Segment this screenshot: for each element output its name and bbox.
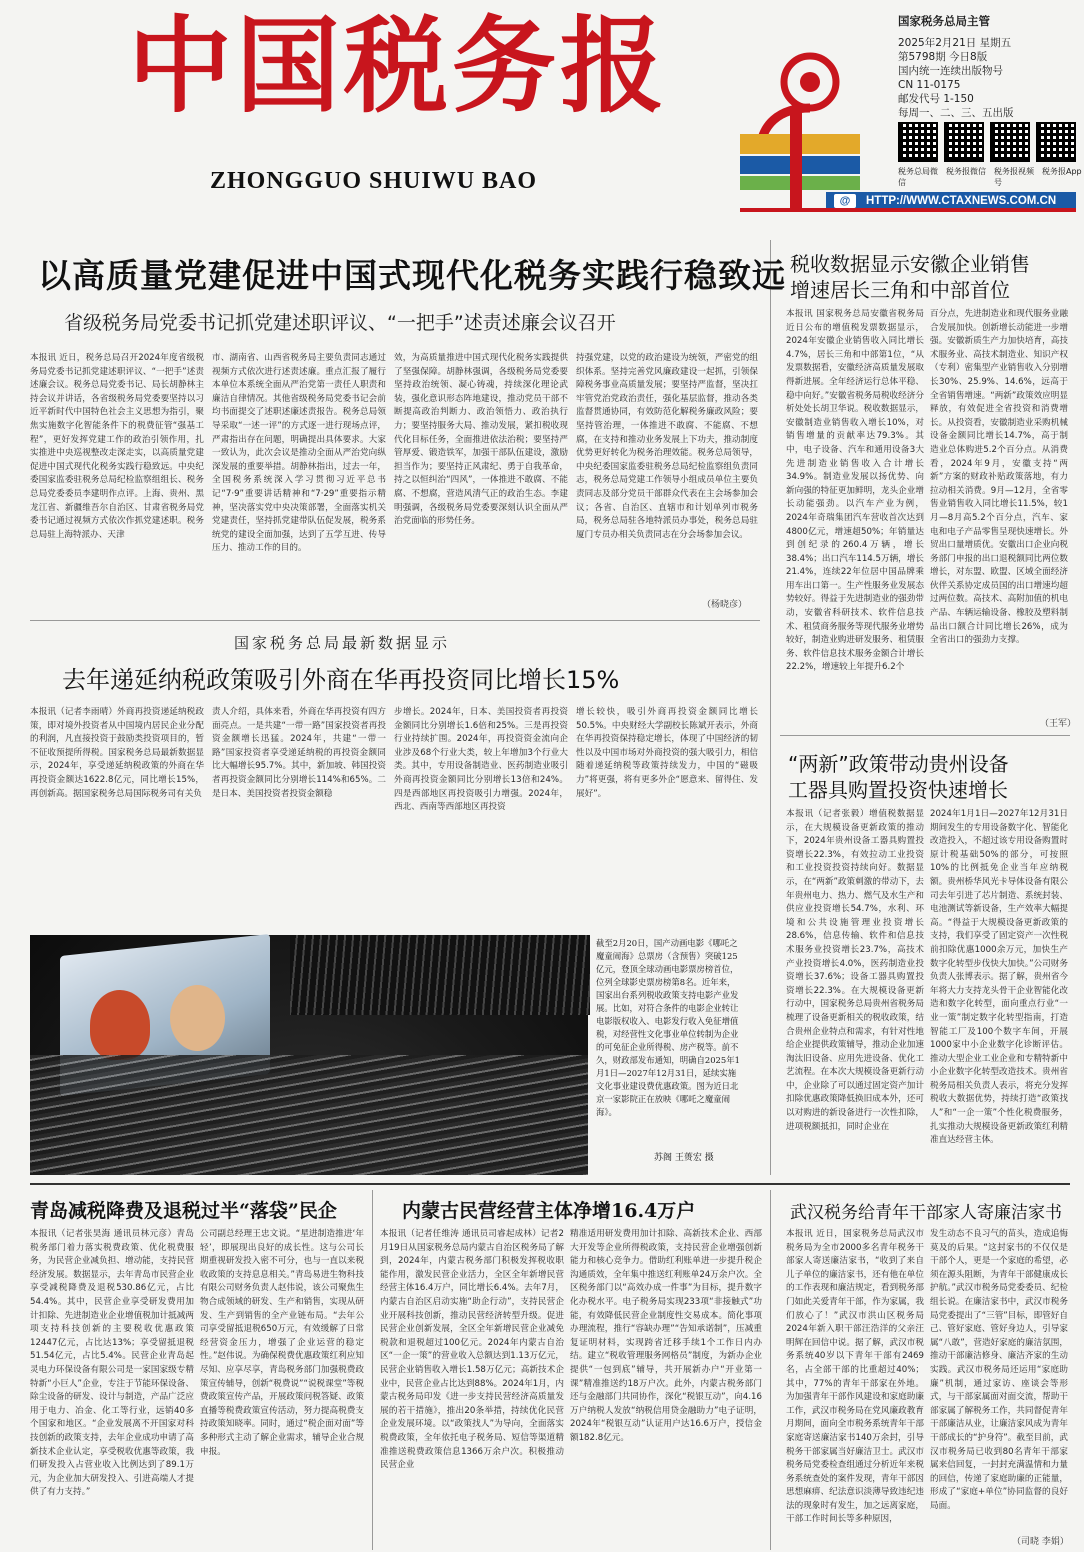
qr-code-icon[interactable] [944, 122, 984, 162]
foreign-kicker: 国家税务总局最新数据显示 [234, 634, 451, 652]
qingdao-column-1: 本报讯（记者张昊海 通讯员林元彦）青岛税务部门着力落实税费政策、优化税费服务，为民营企业减负担、增动能，支持民营经济发展。数据显示，去年青岛市民营企业享受减税降费及退税530.86亿元，占比54.4%。其中，民营企业享受研发费用加计扣除、先进制造业企业增值税加计抵减两项支持科技创新的主要税收优惠政策12447亿元，占比达13%；享受留抵退税51.54亿元，占比5.4%。民营企业青岛起灵电力环保设备有限公司是一家国家级专精特新“小巨人”企业，专注于节能环保设备、除尘设备的研发、设计与制造，产品广泛应用于电力、冶金、化工等行业，远销40多个国家和地区。“企业发展离不开国家对科技创新的政策支持，去年企业成功申请了高新技术企业认定，享受税收优惠等政策，我们研发投入占营业收入比例达到了89.1万元，为企业加大研发投入、引进高端人才提供了有力支持。” [30, 1229, 194, 1498]
lead-column-1: 本报讯 近日，税务总局召开2024年度省级税务局党委书记抓党建述职评议、“一把手”述责述廉会议。税务总局党委书记、局长胡静林主持会议并讲话，各省级税务局党委要坚持以习近平新时代中国特色社会主义思想为指引，聚焦实施数字化智能条件下的税费征管“强基工程”，更好发挥党建工作的政治引领作用，扎实推进中央巡视整改走深走实，以高质量党建促进中国式现代化税务实践行稳致远。中央纪委国家监委驻税务总局纪检监察组组长、税务总局党委委员李建明作点评。上海、贵州、黑龙江省、新疆维吾尔自治区、甘肃省税务局党委书记通过视频方式依次作抓党建述职。税务总局驻上海特派办、天津 [30, 353, 204, 540]
qr-codes [898, 122, 1076, 162]
issue-info [898, 14, 1068, 120]
cn-label: 国内统一连续出版物号 [898, 65, 1003, 77]
photo-credit: 苏阁 王蒉宏 摄 [654, 1153, 714, 1163]
at-icon: @ [834, 194, 856, 208]
qr-label: 税务报App [1042, 167, 1082, 176]
anhui-column-1: 本报讯 国家税务总局安徽省税务局近日公布的增值税发票数据显示，2024年安徽企业销售收入同比增长4.7%，居长三角和中部第1位，“从发票数据看，安徽经济高质量发展取得新进展。全年经济运行总体平稳、稳中向好。”安徽省税务局税收经济分析处处长胡卫华说。税收数据显示，安徽制造业销售收入增长10%，对销售增量的贡献率达79.3%。其中，电子设备、汽车和通用设备3大先进制造业销售收入合计增长34.9%。制造业发展以扬优势、向新向强的特征更加鲜明，龙头企业增长动能强劲。以汽车产业为例，2024年奇瑞集团汽车营收首次达到4800亿元，增速超50%；年销量达到创纪录的260.4万辆，增长38.4%；出口汽车114.5万辆，增长21.4%，连续22年位居中国品牌乘用车出口第一。生产性服务业发展态势较好。得益于先进制造业的强劲带动，安徽省科研技术、软件信息技术、租赁商务服务等现代服务业增势较好，制造业购进研发服务、租赁服务、软件信息技术服务金额合计增长22.2%，增速较上年提升6.2个 [786, 309, 924, 673]
wuhan-headline[interactable]: 武汉税务给青年干部家人寄廉洁家书 [790, 1203, 1062, 1223]
neimeng-headline[interactable]: 内蒙古民营经营主体净增16.4万户 [402, 1200, 696, 1222]
section-divider [30, 1183, 1070, 1185]
foreign-column-4: 增长较快，吸引外商再投资金额同比增长50.5%。中央财经大学副校长陈斌开表示，外商在华再投资保持稳定增长，体现了中国经济的韧性以及中国市场对外商投资的强大吸引力，相信随着递延纳税等政策持续发力，中国的“磁吸力”将更强，将有更多外企“愿意来、留得住、发展好”。 [576, 707, 758, 799]
frequency: 每周一、二、三、五出版 [898, 107, 1014, 119]
anhui-headline-line-1[interactable]: 税收数据显示安徽企业销售 [790, 252, 1030, 276]
audience [30, 1055, 588, 1175]
column-divider [770, 240, 771, 1175]
guizhou-column-1: 本报讯（记者张毅）增值税数据显示，在大规模设备更新政策的推动下，2024年贵州设备工器具购置投资增长22.3%，有效拉动工业投资和工业投资投资持续向好。数据显示，在“两新”政策刺激的带动下，去年贵州电力、热力、燃气及水生产和供应业投资增长54.7%，水利、环境和公共设施管理业投资增长28.6%，信息传输、软件和信息技术服务业投资增长23.7%，高技术产业投资增长4.0%，医药制造业投资增长37.6%；设备工器具购置投资增长22.3%。在大规模设备更新行动中，国家税务总局贵州省税务局梳理了设备更新相关的税收政策，结合贵州企业特点和需求，有针对性地给企业提供政策辅导，推动企业加速淘汰旧设备、应用先进设备、优化工艺流程。在本次大规模设备更新行动中，企业除了可以通过固定资产加计扣除优惠政策降低换旧成本外，还可以对购进的新设备进行一次性扣除，进项税额抵扣，同时企业在 [786, 809, 924, 1132]
qr-code-icon[interactable] [1036, 122, 1076, 162]
cinema-photo [30, 935, 588, 1175]
wuhan-byline: （司晓 李娟） [1012, 1537, 1069, 1547]
anhui-headline-line-2[interactable]: 增速居长三角和中部首位 [790, 278, 1010, 302]
qingdao-column-2: 公司副总经理王忠文说。“星进制造推进‘年轻’，即展现出良好的成长性。这与公司长期重视研发投入密不可分，也与一直以来税收政策的支持息息相关。”青岛易进生物科技有限公司财务负责人赵伟说，该公司聚焦生物合成领域的研发、生产和销售，实现从研发、生产到销售的全产业链布局。“去年公司享受留抵退税650万元，有效缓解了日常经营资金压力，增强了企业运营的稳定性。”赵伟说。为确保税费优惠政策红利应知尽知、应享尽享，青岛税务部门加强税费政策宣传辅导，创新“税费说”“说税课堂”等税费政策宣传产品，开展政策问税答疑、政策直播等税费政策宣传活动，努力提高税费支持政策知晓率。同时，通过“税企面对面”等多种形式主动了解企业需求，辅导企业合规申报。 [200, 1229, 364, 1457]
foreign-headline[interactable]: 去年递延纳税政策吸引外商在华再投资同比增长15% [62, 666, 620, 694]
lead-column-3: 效，为高质量推进中国式现代化税务实践提供了坚强保障。胡静林强调，各级税务局党委要坚持政治统领、凝心铸魂，持续深化理论武装，强化意识形态阵地建设，推动党员干部不断提高政治判断力、政治领悟力、政治执行力；要坚持服务大局、推动发展，紧扣税收现代化目标任务，全面推进依法治税；要坚持严管厚爱、锻造铁军，加强干部队伍建设，激励担当作为；要坚持正风肃纪、勇于自我革命，持之以恒纠治“四风”，一体推进不敢腐、不能腐、不想腐，营造风清气正的政治生态。李建明强调，各级税务局党委要深刻认识全面从严治党面临的形势任务。 [394, 353, 568, 527]
post-code: 邮发代号 1-150 [898, 93, 974, 105]
guizhou-headline-line-1[interactable]: “两新”政策带动贵州设备 [788, 752, 1009, 776]
foreign-column-2: 责人介绍，具体来看，外商在华再投资有四方面亮点。一是共建“一带一路”国家投资者再投资金额增长迅猛。2024年，共建“一带一路”国家投资者享受递延纳税的再投资金额同比大幅增长95.7%。其中，新加坡、韩国投资者再投资金额同比分别增长114%和65%。二是日本、美国投资者投资金额稳 [212, 707, 386, 799]
cn-number: CN 11-0175 [898, 79, 961, 91]
column-divider [372, 1190, 373, 1550]
wuhan-column-2: 发生动态不良习气的苗头，造成追悔莫及的后果。“这封家书的不仅仅是干部个人，更是一个家庭的希望，必须在源头阻断，为青年干部健康成长护航。”武汉市税务局党委委员、纪检组长说。在廉洁家书中，武汉市税务局党委提出了“三管”目标，即管好自己、管好家庭、管好身边人，引导家属“八敢”，营造好家庭的廉洁氛围，推动干部廉洁修身、廉洁齐家的生动实践。武汉市税务局还运用“家庭助廉”机制，通过家访、座谈会等形式，与干部家属面对面交流，帮助干部家属了解税务工作，共同督促青年干部廉洁从业，让廉洁家风成为青年干部成长的“护身符”。截至目前，武汉市税务局已收到80名青年干部家属来信回复，一封封充满温情和力量的回信，传递了家庭助廉的正能量，形成了“家庭+单位”协同监督的良好局面。 [930, 1229, 1068, 1511]
guizhou-headline-line-2[interactable]: 工器具购置投资快速增长 [788, 778, 1008, 802]
qr-label: 税务报视频号 [994, 167, 1034, 187]
theater-ceiling [290, 935, 590, 1015]
lead-byline: （杨晓彦） [702, 600, 748, 610]
sponsor: 国家税务总局主管 [898, 14, 990, 28]
wuhan-column-1: 本报讯 近日，国家税务总局武汉市税务局为全市2000多名青年税务干部家人寄送廉洁家书，“收到了来自儿子单位的廉洁家书，还有他在单位的工作表现和廉洁规定，看到税务部门如此关爱青年干部，作为家属，我们放心了！”武汉市洪山区税务局2024年新入职干部汪浩洋的父亲汪明辉在回信中说。据了解，武汉市税务系统40岁以下青年干部有2469名，占全部干部的比重超过40%；其中，77%的青年干部家在外地。为加强青年干部作风建设和家庭助廉工作，武汉市税务局在党风廉政教育月期间，面向全市税务系统青年干部家庭寄送廉洁家书140万余封，引导税务干部家属当好廉洁卫士。武汉市税务局党委检查组通过分析近年来税务系统查处的案件发现，青年干部因思想麻痹、纪法意识淡薄导致违纪违法的现象时有发生，加之远离家庭，干部工作时间长等多种原因， [786, 1229, 924, 1525]
photo-caption: 截至2月20日，国产动画电影《哪吒之魔童闹海》总票房（含预售）突破125亿元，登顶全球动画电影票房榜首位，位列全球影史票房榜第8名。近年来，国家出台系列税收政策支持电影产业发展。比如，对符合条件的电影企业转让电影版权收入、电影发行收入免征增值税，对经营性文化事业单位转制为企业的可免征企业所得税、房产税等。前不久，财政部发布通知，明确自2025年1月1日—2027年12月31日，延续实施文化事业建设费优惠政策。图为近日北京一家影院正在放映《哪吒之魔童闹海》。 [596, 938, 740, 1117]
qr-code-icon[interactable] [990, 122, 1030, 162]
qingdao-headline[interactable]: 青岛减税降费及退税过半“落袋”民企 [30, 1200, 337, 1222]
column-divider [770, 1190, 771, 1550]
newspaper-emblem-icon [740, 24, 860, 208]
issue-number: 第5798期 今日8版 [898, 51, 988, 63]
masthead-stripe [740, 208, 1076, 212]
newspaper-title: 中国税务报 [128, 4, 669, 127]
anhui-byline: （王军） [1040, 719, 1077, 729]
guizhou-column-2: 2024年1月1日—2027年12月31日期间发生的专用设备数字化、智能化改造投入，不超过该专用设备购置时原计税基础50%的部分，可按照10%的比例抵免企业当年应纳税额。贵州桥华风光卡导体设备有限公司去年引进了芯片制造、系统封装、电池测试等新设备，生产效率大幅提高。“得益于大规模设备更新政策的支持，我们享受了固定资产一次性税前扣除优惠1000余万元，加快生产数字化转型步伐快大加快。”公司财务负责人张博表示。据了解，贵州省今年将大力支持龙头骨干企业智能化改造和数字化转型，面向重点行业“一业一策”制定数字化转型指南，打造智能工厂及100个数字车间，开展1000家中小企业数字化诊断评估。推动大型企业工业企业和专精特新中小企业数字化转型改造技术。贵州省税务局相关负责人表示，将充分发挥税收大数据优势，持续打造“政策找人”和“一企一策”个性化税费服务，扎实推动大规模设备更新政策红利精准直达经营主体。 [930, 809, 1068, 1146]
neimeng-column-1: 本报讯（记者任维涛 通讯员司睿起成林）记者2月19日从国家税务总局内蒙古自治区税务局了解到，2024年，内蒙古税务部门积极发挥税收职能作用，激发民营企业活力，全区全年新增民营经营主体16.4万户，同比增长6.4%。去年7月，内蒙古自治区启动实施“助企行动”，支持民营企业开展科技创新，推动民营经济转型升级。促进民营企业创新发展，全区全年新增民营企业减免税款和退税超过100亿元。2024年内蒙古自治区“一企一策”的营业收入总额达到1.13万亿元，民营企业销售收入增长1.58万亿元；高新技术企业中，民营企业占比达到88%。2024年1月，内蒙古税务局印发《进一步支持民营经济高质量发展的若干措施》，推出20条举措，持续优化民营企业发展环境。以“政策找人”为导向，全面落实税费政策，全年依托电子税务局、短信等渠道精准推送税费政策信息1366万余户次。积极推动民营企业 [380, 1229, 564, 1471]
lead-subhead: 省级税务局党委书记抓党建述职评议、“一把手”述责述廉会议召开 [64, 312, 616, 334]
lead-column-4: 持强党建，以党的政治建设为统领，严密党的组织体系。坚持完善党风廉政建设一起抓，引领保障税务事业高质量发展；要坚持严监督，坚决扛牢管党治党政治责任，强化基层监督，推动各类监督贯通协同，有效防范化解税务廉政风险；要坚持管治理，一体推进不敢腐、不能腐、不想腐，在支持和推动业务发展上下功夫，推动制度优势更好转化为税务治理效能。税务总局领导，中央纪委国家监委驻税务总局纪检监察组负责同志，税务总局党建工作领导小组成员单位主要负责同志及部分党员干部群众代表在主会场参加会议；各省、自治区、直辖市和计划单列市税务局，税务总局驻各地特派员办事处，税务总局驻厦门专员办相关负责同志在分会场参加会议。 [576, 353, 758, 540]
section-divider [30, 620, 760, 621]
qr-labels [898, 166, 1084, 188]
lead-headline[interactable]: 以高质量党建促进中国式现代化税务实践行稳致远 [38, 256, 786, 295]
anhui-column-2: 百分点，先进制造业和现代服务业融合发展加快。创新增长动能进一步增强。安徽新质生产力加快培育，高技术服务业、高技术制造业、知识产权（专利）密集型产业销售收入分别增长30%、25.9%、14.6%，远高于全省销售增速。“两新”政策效应明显释放，有效促进全省投资和消费增长。从投资看，安徽制造业采购机械设备金额同比增长14.7%，高于制造业总体购进5.2个百分点。从消费看，2024年9月，安徽支持“两新”方案的财政补贴政策落地，有力拉动相关消费。9月—12月，全省零售业销售收入同比增长11.5%，较1月—8月高5.2个百分点，汽车、家电和电子产品零售呈现快速增长。外贸出口量增质优。安徽出口企业向税务部门申报的出口退税额同比两位数增长，对东盟、欧盟、区域全面经济伙伴关系协定成员国的出口增速均超过两位数。高技术、高附加值的机电产品、车辆运输设备、橡胶及塑料制品出口额合计同比增长26%，成为全省出口的强劲力支撑。 [930, 309, 1068, 646]
animated-character [90, 990, 150, 1060]
newspaper-pinyin: ZHONGGUO SHUIWU BAO [210, 168, 538, 194]
section-divider [780, 735, 1070, 736]
qr-label: 税务报微信 [946, 167, 986, 176]
masthead [0, 0, 1082, 230]
animated-character [170, 985, 225, 1051]
foreign-column-1: 本报讯（记者李雨晴）外商再投资递延纳税政策，即对境外投资者从中国境内居民企业分配的利润，凡直接投资于鼓励类投资项目的，暂不征收预提所得税。国家税务总局最新数据显示，2024年，享受递延纳税政策的外商在华再投资金额达1622.8亿元，同比增长15%，再创新高。据国家税务总局国际税务司有关负 [30, 707, 204, 799]
website-url[interactable]: HTTP://WWW.CTAXNEWS.COM.CN [866, 195, 1057, 207]
issue-date: 2025年2月21日 星期五 [898, 37, 1012, 49]
lead-column-2: 市、湖南省、山西省税务局主要负责同志通过视频方式依次进行述责述廉。重点汇报了履行本单位本系统全面从严治党第一责任人职责和廉洁自律情况。其他省级税务局党委书记会前均书面提交了述职述廉述责报告。税务总局领导采取“一述一评”的方式逐一进行现场点评，严肃指出存在问题，明确提出具体要求。大家一致认为，此次会议是推动全面从严治党向纵深发展的重要举措。胡静林指出，过去一年，全国税务系统深入学习贯彻习近平总书记“7·9”重要讲话精神和“7·29”重要指示精神，坚决落实党中央决策部署，全面落实机关党建责任，坚持抓党建带队伍促发展，税务系统党的建设全面加强，达到了五学互进、传导压力、推动工作的目的。 [212, 353, 386, 554]
qr-label: 税务总局微信 [898, 167, 938, 187]
qr-code-icon[interactable] [898, 122, 938, 162]
foreign-column-3: 步增长。2024年，日本、美国投资者再投资金额同比分别增长1.6倍和25%。三是再投资行业持续扩围。2024年，再投资资金流向企业涉及68个行业大类，较上年增加3个行业大类。其中，专用设备制造业、医药制造业吸引外商再投资金额同比分别增长13倍和24%。四是西部地区再投资吸引力增强。2024年，西北、西南等西部地区再投资 [394, 707, 568, 813]
neimeng-column-2: 精准适用研发费用加计扣除、高新技术企业、西部大开发等企业所得税政策，支持民营企业增强创新能力和核心竞争力。借助红利账单进一步提升税企沟通质效，全年集中推送红利账单24万余户次。全区税务部门以“高效办成一件事”为目标，提升数字化办税水平。电子税务局实现233项“非接触式”功能，有效降低民营企业制度性交易成本。简化事项办理流程，推行“容缺办理”“告知承诺制”，压减重复证明材料，实现跨省迁移手续1个工作日内办结。建立“税收管理服务网格员”制度，为新办企业提供“一包到底”辅导，共开展新办户“开业第一课”精准推送约18万户次。此外，内蒙古税务部门还与金融部门共同协作，深化“税银互动”，向4.16万户纳税人发放“纳税信用贷金融助力”电子证明，2024年“税银互动”认证用户达16.6万户，授信金额182.8亿元。 [570, 1229, 762, 1443]
